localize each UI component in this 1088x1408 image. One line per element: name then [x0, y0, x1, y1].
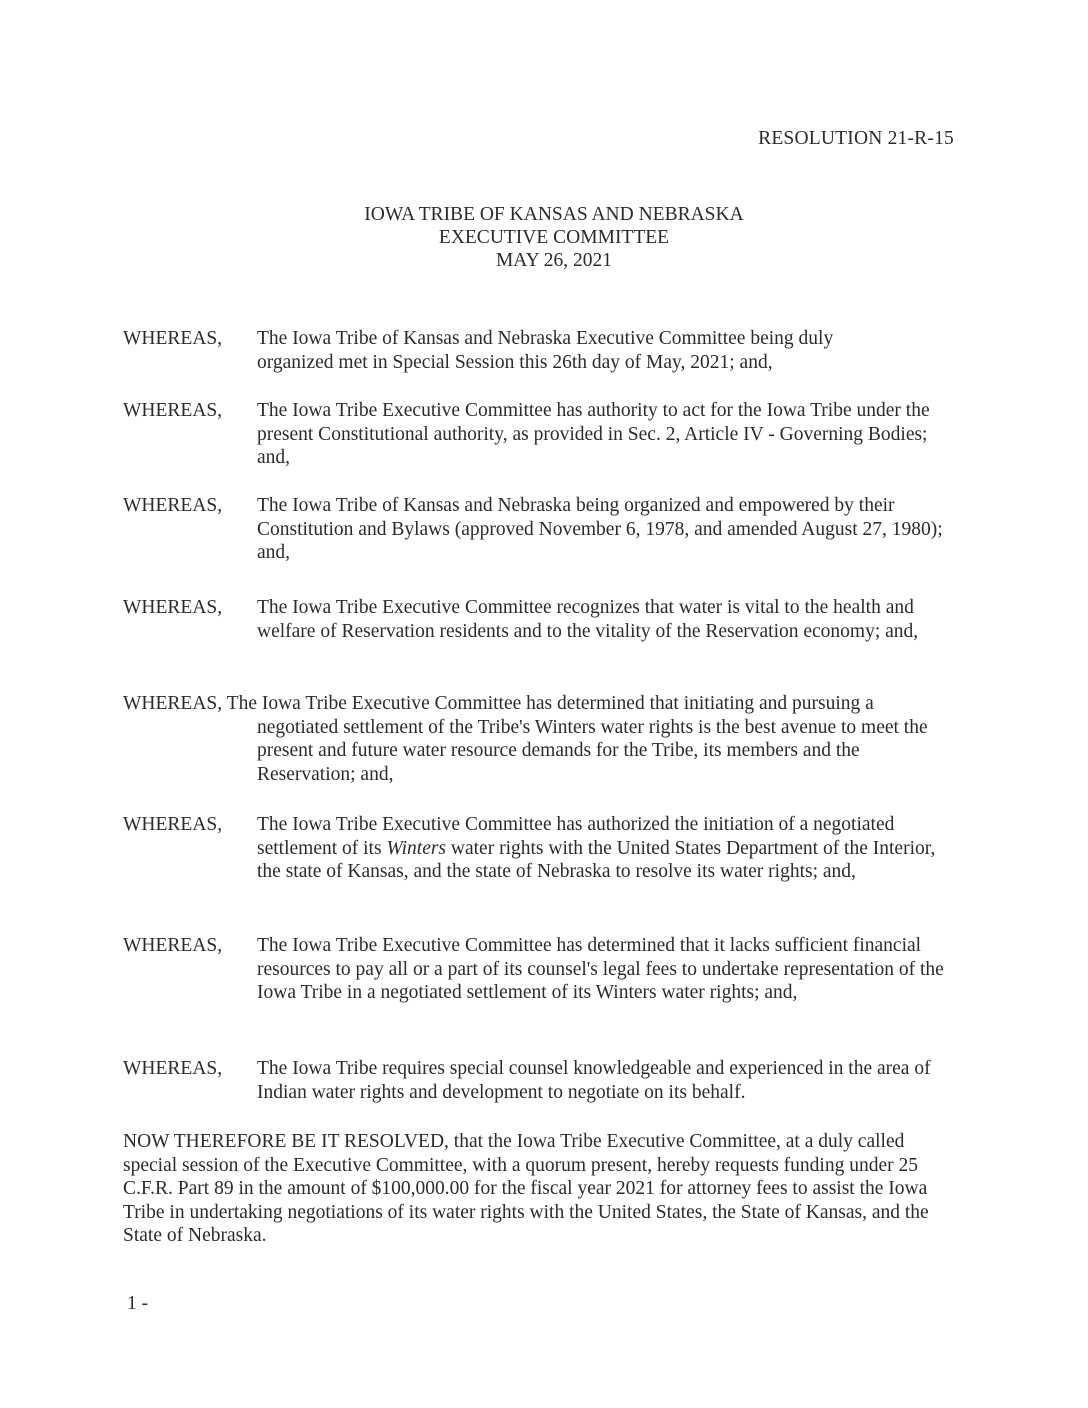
whereas-text-before: The Iowa Tribe Executive Committee has authorized the initiation of a negotiated settlement of its — [257, 814, 895, 859]
whereas-clause-2 — [123, 399, 963, 470]
whereas-text: The Iowa Tribe of Kansas and Nebraska being organized and empowered by their Constitution and Bylaws (approved November 6, 1978, and amended August 27, 1980); and, — [257, 495, 943, 563]
whereas-label: WHEREAS, — [123, 1058, 223, 1079]
whereas-label: WHEREAS, — [123, 328, 223, 349]
resolved-paragraph: NOW THEREFORE BE IT RESOLVED, that the Iowa Tribe Executive Committee, at a duly called special session of the Executive Committee, with a quorum present, hereby requests funding under 25 C.F.R. Part 89 in the amount of $100,000.00 for the fiscal year 2021 for attorney fees to assist the Iowa Tribe in undertaking negotiations of its water rights with the United States, the State of Kansas, and the State of Nebraska. — [123, 1131, 929, 1246]
whereas-text-after: water rights with the United States Department of the Interior, the state of Kansas, and the state of Nebraska to resolve its water rights; and, — [257, 837, 936, 882]
header-date: MAY 26, 2021 — [495, 250, 613, 271]
whereas-text: The Iowa Tribe Executive Committee has authority to act for the Iowa Tribe under the present Constitutional authority, as provided in Sec. 2, Article IV - Governing Bodies; and, — [257, 400, 930, 468]
document-header — [0, 203, 1088, 272]
whereas-label: WHEREAS, — [123, 935, 223, 956]
whereas-clause-4 — [123, 596, 963, 643]
whereas-text: The Iowa Tribe Executive Committee has determined that it lacks sufficient financial resources to pay all or a part of its counsel's legal fees to undertake representation of the Iowa Tribe in a negotiated settlement of its Winters water rights; and, — [257, 935, 944, 1003]
whereas-clause-3 — [123, 494, 963, 565]
whereas-label: WHEREAS, — [123, 495, 223, 516]
whereas-label: WHEREAS, — [123, 597, 223, 618]
whereas-clause-5 — [123, 692, 963, 786]
whereas-label: WHEREAS, — [123, 400, 223, 421]
whereas-text: The Iowa Tribe Executive Committee has determined that initiating and pursuing a — [226, 693, 874, 714]
whereas-label: WHEREAS, — [123, 814, 223, 835]
resolution-number: RESOLUTION 21-R-15 — [758, 128, 954, 149]
whereas-text — [257, 813, 962, 884]
header-committee: EXECUTIVE COMMITTEE — [438, 227, 670, 248]
header-organization: IOWA TRIBE OF KANSAS AND NEBRASKA — [364, 204, 744, 225]
whereas-first-line — [123, 692, 963, 716]
whereas-text: The Iowa Tribe Executive Committee recognizes that water is vital to the health and welfare of Reservation residents and to the vitality of the Reservation economy; and, — [257, 597, 919, 642]
whereas-clause-1 — [123, 327, 963, 374]
whereas-clause-6 — [123, 813, 963, 884]
whereas-label: WHEREAS, — [123, 693, 223, 714]
whereas-clause-8 — [123, 1057, 963, 1104]
whereas-text-continued: negotiated settlement of the Tribe's Winters water rights is the best avenue to meet the present and future water resource demands for the Tribe, its members and the Reservation; and, — [257, 716, 928, 785]
winters-italic: Winters — [386, 837, 447, 859]
whereas-text: The Iowa Tribe requires special counsel knowledgeable and experienced in the area of Indian water rights and development to negotiate on its behalf. — [257, 1058, 931, 1103]
page-number: 1 - — [127, 1293, 149, 1314]
whereas-clause-7 — [123, 934, 963, 1005]
whereas-text: The Iowa Tribe of Kansas and Nebraska Executive Committee being duly organized met in Special Session this 26th day of May, 2021; and, — [257, 328, 834, 373]
